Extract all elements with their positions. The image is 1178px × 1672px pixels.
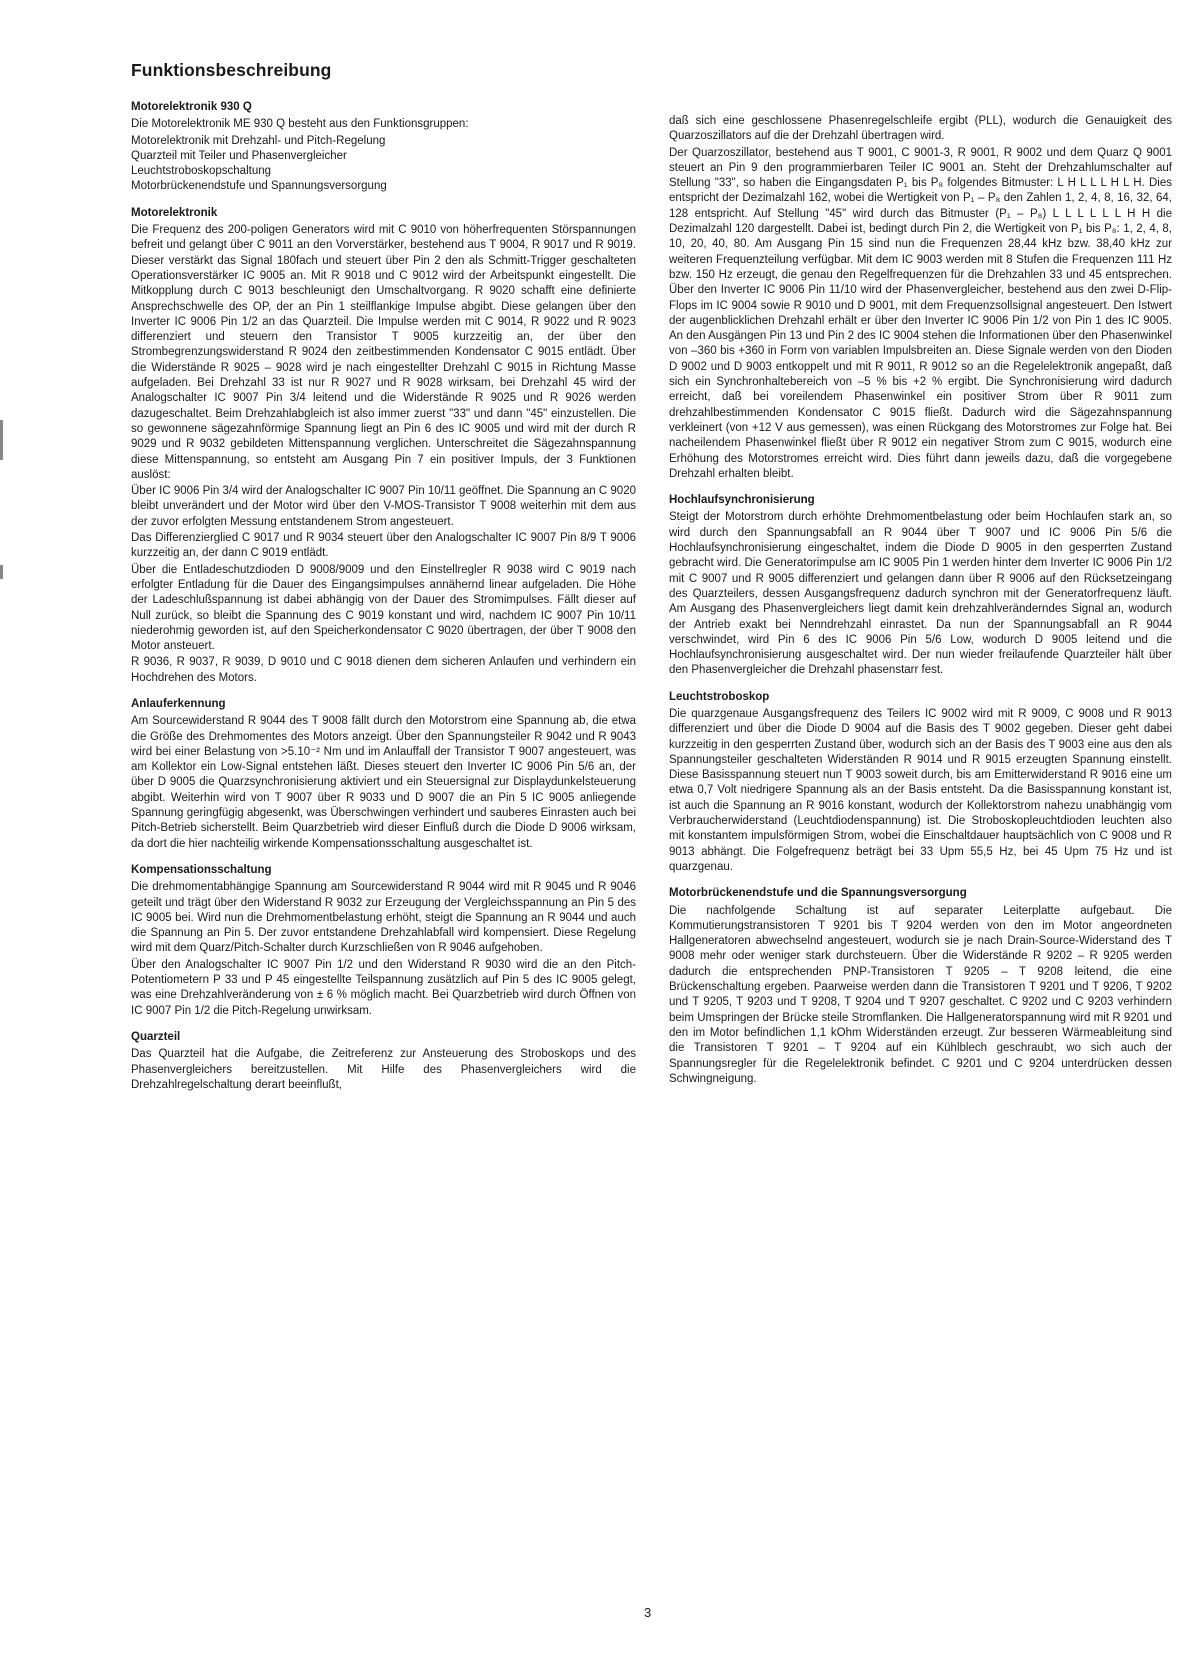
- list-item: Quarzteil mit Teiler und Phasenvergleicher: [131, 149, 347, 162]
- section-anlauferkennung: [131, 697, 636, 852]
- paragraph: R 9036, R 9037, R 9039, D 9010 und C 9018 dienen dem sicheren Anlaufen und verhindern ein Hochdrehen des Motors.: [131, 656, 636, 684]
- section-kompensationsschaltung: [131, 863, 636, 1019]
- section-quarzteil-continued: [669, 114, 1172, 482]
- section-leuchtstroboskop: [669, 690, 1172, 876]
- section-heading: Kompensationsschaltung: [131, 863, 272, 876]
- paragraph: Das Differenzierglied C 9017 und R 9034 steuert über den Analogschalter IC 9007 Pin 8/9 T 9006 kurzzeitig an, der dann C 9019 entlädt.: [131, 532, 636, 560]
- section-hochlaufsynchronisierung: [669, 493, 1172, 679]
- paragraph: Steigt der Motorstrom durch erhöhte Drehmomentbelastung oder beim Hochlaufen stark an, so wird durch den Spannungsabfall an R 9044 über T 9007 und IC 9006 Pin 5/6 die Hochlaufsynchronisierung eingeschaltet, indem die Diode D 9005 in den gesperrten Zustand gebracht wird. Die Generatorimpulse am IC 9005 Pin 1 werden hinter dem Inverter IC 9006 Pin 1/2 mit C 9007 und R 9005 differenziert und gelangen dann über R 9006 auf den Rücksetzeingang des Quarzteilers, dessen Ausgangsfrequenz dadurch synchron mit der Generatorfrequenz läuft. Am Ausgang des Phasenvergleichers liegt damit kein drehzahlveränderndes Signal an, wodurch der Antrieb exakt bei Nenndrehzahl einrastet. Da nun der Spannungsabfall an R 9044 verschwindet, wird Pin 6 des IC 9006 Pin 5/6 Low, wodurch D 9005 leitend und die Hochlaufsynchronisierung ausgeschaltet wird. Der nun wieder freilaufende Quarzteiler hält über den Phasenvergleicher die Drehzahl phasenstarr fest.: [669, 511, 1172, 677]
- list-item: Leuchtstroboskopschaltung: [131, 165, 272, 178]
- paragraph: Der Quarzoszillator, bestehend aus T 9001, C 9001-3, R 9001, R 9002 und dem Quarz Q 9001 steuert an Pin 9 den programmierbaren Teiler IC 9001 an. Steht der Drehzahlumschalter auf Stellung "33", so haben die Eingangsdaten P₁ bis P₈ folgendes Bitmuster: L H L L L H L H. Dies entspricht der Dezimalzahl 162, wobei die Wertigkeit von P₁ – P₈ den Zahlen 1, 2, 4, 8, 16, 32, 64, 128 entspricht. Auf Stellung "45" wird durch das Bitmuster (P₁ – P₈) L L L L L L H H die Dezimalzahl 120 dargestellt. Dabei ist, bedingt durch Pin 2, die Wertigkeit von P₁ bis P₈: 1, 2, 4, 8, 10, 20, 40, 80. Am Ausgang Pin 15 sind nun die Frequenzen 28,44 kHz bzw. 38,40 kHz zur weiteren Frequenzteilung verfügbar. Mit dem IC 9003 werden mit 8 Stufen die Frequenzen 111 Hz bzw. 150 Hz erzeugt, die genau den Regelfrequenzen für die Drehzahlen 33 und 45 entsprechen. Über den Inverter IC 9006 Pin 11/10 wird der Phasenvergleicher, bestehend aus den zwei D-Flip-Flops im IC 9004 sowie R 9010 und D 9001, mit dem Frequenzsollsignal angesteuert. Den Istwert der augenblicklichen Drehzahl erhält er über den Inverter IC 9006 Pin 1/2 von Pin 1 des IC 9005. An den Ausgängen Pin 13 und Pin 2 des IC 9004 stehen die Informationen über den Phasenwinkel von –360 bis +360 in Form von variablen Impulsbreiten an. Diese Signale werden von den Dioden D 9002 und D 9003 entkoppelt und mit R 9011, R 9012 so an die Regelelektronik angepaßt, daß sich ein Synchronhaltebereich von –5 % bis +2 % ergibt. Die Synchronisierung wird dadurch erreicht, daß bei voreilendem Phasenwinkel ein positiver Strom über R 9011 zum drehzahlbestimmenden Kondensator C 9015 fließt. Dadurch wird die Sägezahnspannung verkleinert (von +12 V aus gemessen), was einen Rückgang des Motorstromes zur Folge hat. Bei nacheilendem Phasenwinkel fließt über R 9012 ein negativer Strom zum C 9015, wodurch eine Erhöhung des Motorstromes erreicht wird. Dies führt dann jeweils dazu, daß die vorgegebene Drehzahl erhalten bleibt.: [669, 146, 1172, 480]
- paragraph: Die Frequenz des 200-poligen Generators wird mit C 9010 von höherfrequenten Störspannungen befreit und gelangt über C 9011 an den Vorverstärker, bestehend aus T 9004, R 9017 und R 9019. Dieser verstärkt das Signal 180fach und steuert über Pin 2 den als Schmitt-Trigger geschalteten Operationsverstärker IC 9005 an. Mit R 9018 und C 9012 wird der Arbeitspunkt eingestellt. Die Mitkopplung durch C 9013 beschleunigt den Umschaltvorgang. R 9020 schafft eine definierte Ansprechschwelle des OP, der an Pin 1 steilflankige Impulse abgibt. Diese gelangen über den Inverter IC 9006 Pin 1/2 an das Quarzteil. Die Impulse werden mit C 9014, R 9022 und R 9023 differenziert und steuern den Transistor T 9005 kurzzeitig an, der über den Strombegrenzungswiderstand R 9024 den zeitbestimmenden Kondensator C 9015 entlädt. Über die Widerstände R 9025 – 9028 wird je nach eingestellter Drehzahl C 9015 in Richtung Masse aufgeladen. Bei Drehzahl 33 ist nur R 9027 und R 9028 wirksam, bei Drehzahl 45 wird der Analogschalter IC 9007 Pin 3/4 leitend und die Widerstände R 9025 und R 9026 werden dazugeschaltet. Beim Drehzahlabgleich ist also immer zuerst "33" und dann "45" einzustellen. Die so gewonnene sägezahnförmige Spannung liegt an Pin 6 des IC 9005 und wird mit der durch R 9029 und R 9032 gebildeten Mittenspannung verglichen. Unterschreitet die Sägezahnspannung diese Mittenspannung, so entsteht am Ausgang Pin 7 ein positiver Impuls, der 3 Funktionen auslöst:: [131, 224, 636, 481]
- paragraph: Am Sourcewiderstand R 9044 des T 9008 fällt durch den Motorstrom eine Spannung ab, die etwa die Größe des Drehmomentes des Motors anzeigt. Über den Spannungsteiler R 9042 und R 9043 wird bei einer Belastung von >5.10⁻² Nm und im Anlauffall der Transistor T 9007 angesteuert, was am Kollektor ein Low-Signal entstehen läßt. Dieses steuert den Inverter IC 9006 Pin 5/6 an, der über D 9005 die Quarzsynchronisierung aktiviert und ein Steuersignal zur Displaydunkelsteuerung abgibt. Weiterhin wird von T 9007 über R 9033 und D 9007 die an Pin 5 IC 9005 anliegende Spannung geringfügig abgesenkt, was Überschwingen verhindert und sauberes Einrasten auch bei Pitch-Betrieb sicherstellt. Beim Quarzbetrieb wird dieser Einfluß durch die Diode D 9006 wirksam, da dort die hier nachteilig wirkende Kompensationsschaltung ausgeschaltet ist.: [131, 715, 636, 850]
- paragraph: Die Motorelektronik ME 930 Q besteht aus den Funktionsgruppen:: [131, 118, 469, 131]
- paragraph: Die drehmomentabhängige Spannung am Sourcewiderstand R 9044 wird mit R 9045 und R 9046 geteilt und trägt über den Widerstand R 9032 zur Erzeugung der Vergleichsspannung an Pin 5 des IC 9005 bei. Wird nun die Drehmomentbelastung erhöht, steigt die Spannung an R 9044 und auch die Spannung an Pin 5. Der zuvor entstandene Drehzahlabfall wird kompensiert. Diese Regelung wird mit dem Quarz/Pitch-Schalter durch Kurzschließen von R 9046 aufgehoben.: [131, 881, 636, 955]
- paragraph: Die nachfolgende Schaltung ist auf separater Leiterplatte aufgebaut. Die Kommutierungstransistoren T 9201 bis T 9204 werden von den im Motor angeordneten Hallgeneratoren abwechselnd angesteuert, wodurch sie je nach Drain-Source-Widerstand des T 9008 mehr oder weniger stark durchsteuern. Über die Widerstände R 9202 – R 9205 werden dadurch die entsprechenden PNP-Transistoren T 9205 – T 9208 leitend, die eine Brückenschaltung ergeben. Paarweise werden dann die Transistoren T 9201 und T 9206, T 9202 und T 9205, T 9203 und T 9208, T 9204 und T 9207 geschaltet. C 9202 und C 9203 verhindern beim Umspringen der Brücke steile Stromflanken. Die Hallgeneratorspannung wird mit R 9201 und den im Motor befindlichen 1,1 kOhm Widerständen erzeugt. Zur besseren Wärmeableitung sind die Transistoren T 9201 – T 9204 auf ein Kühlblech geschraubt, wo sich auch der Spannungsregler für die Regelelektronik befindet. C 9201 und C 9204 unterdrücken dessen Schwingneigung.: [669, 904, 1172, 1085]
- section-motorelektronik: [131, 206, 636, 686]
- section-motorelektronik-930q: [131, 100, 636, 195]
- list-item: Motorelektronik mit Drehzahl- und Pitch-Regelung: [131, 134, 386, 147]
- section-motorbrueckenendstufe: [669, 886, 1172, 1087]
- paragraph: Über den Analogschalter IC 9007 Pin 1/2 und den Widerstand R 9030 wird die an den Pitch-Potentiometern P 33 und P 45 eingestellte Teilspannung zusätzlich auf Pin 5 des IC 9005 gelegt, was eine Drehzahlveränderung von ± 6 % möglich macht. Bei Quarzbetrieb wird durch Öffnen von IC 9007 Pin 1/2 die Pitch-Regelung unwirksam.: [131, 958, 636, 1017]
- section-heading: Leuchtstroboskop: [669, 690, 770, 703]
- section-heading: Anlauferkennung: [131, 697, 226, 710]
- page-title: Funktionsbeschreibung: [131, 60, 332, 80]
- section-heading: Hochlaufsynchronisierung: [669, 494, 815, 507]
- scan-margin-mark: [0, 420, 3, 460]
- paragraph: daß sich eine geschlossene Phasenregelschleife ergibt (PLL), wodurch die Genauigkeit des Quarzoszillators auf die der Drehzahl übertragen wird.: [669, 115, 1172, 143]
- list-item: Motorbrückenendstufe und Spannungsversorgung: [131, 180, 387, 193]
- paragraph: Die quarzgenaue Ausgangsfrequenz des Teilers IC 9002 wird mit R 9009, C 9008 und R 9013 differenziert und über die Diode D 9004 auf die Basis des T 9002 gegeben. Dieser geht dabei kurzzeitig in den gesperrten Zustand über, wodurch sich an der Basis des T 9003 eine aus den als Spannungsteiler geschalteten Widerständen R 9014 und R 9015 erzeugten Spannung einstellt. Diese Basisspannung steuert nun T 9003 soweit durch, bis am Emitterwiderstand R 9016 eine um etwa 0,7 Volt niedrigere Spannung als an der Basis entsteht. Da die Basisspannung konstant ist, ist auch die Spannung an R 9016 konstant, wodurch der Kollektorstrom nahezu unabhängig vom Verbraucherwiderstand (Leuchtdiodenspannung) ist. Die Stroboskopleuchtdioden leuchten also mit konstantem impulsförmigen Strom, wobei die Einschaltdauer hauptsächlich von C 9008 und R 9013 abhängt. Die Folgefrequenz beträgt bei 33 Upm 55,5 Hz, bei 45 Upm 75 Hz und ist quarzgenau.: [669, 707, 1172, 873]
- paragraph: Über IC 9006 Pin 3/4 wird der Analogschalter IC 9007 Pin 10/11 geöffnet. Die Spannung an C 9020 bleibt unverändert und der Motor wird über den V-MOS-Transistor T 9008 weiterhin mit dem aus der zuvor erfolgten Messung entstandenem Strom angesteuert.: [131, 485, 636, 528]
- scan-margin-mark: [0, 565, 3, 579]
- paragraph: Das Quarzteil hat die Aufgabe, die Zeitreferenz zur Ansteuerung des Stroboskops und des Phasenvergleichers bereitzustellen. Mit Hilfe des Phasenvergleichers wird die Drehzahlregelschaltung derart beeinflußt,: [131, 1048, 636, 1091]
- paragraph: Über die Entladeschutzdioden D 9008/9009 und den Einstellregler R 9038 wird C 9019 nach erfolgter Entladung für die Dauer des Eingangsimpulses annähernd linear aufgeladen. Die Höhe der Ladeschlußspannung ist dabei abhängig von der Dauer des Stromimpulses. Fällt dieser auf Null zurück, so bleibt die Spannung des C 9019 konstant und wird, nachdem IC 9007 Pin 10/11 niederohmig geworden ist, auf den Speicherkondensator C 9020 übertragen, der über T 9008 den Motor ansteuert.: [131, 563, 636, 653]
- page-number: 3: [644, 1605, 652, 1620]
- section-heading: Motorelektronik: [131, 206, 218, 219]
- section-heading: Quarzteil: [131, 1030, 181, 1043]
- section-heading: Motorelektronik 930 Q: [131, 101, 252, 113]
- left-column: [131, 100, 636, 1104]
- section-heading: Motorbrückenendstufe und die Spannungsversorgung: [669, 887, 967, 900]
- right-column: [669, 114, 1172, 1098]
- section-quarzteil: [131, 1030, 636, 1093]
